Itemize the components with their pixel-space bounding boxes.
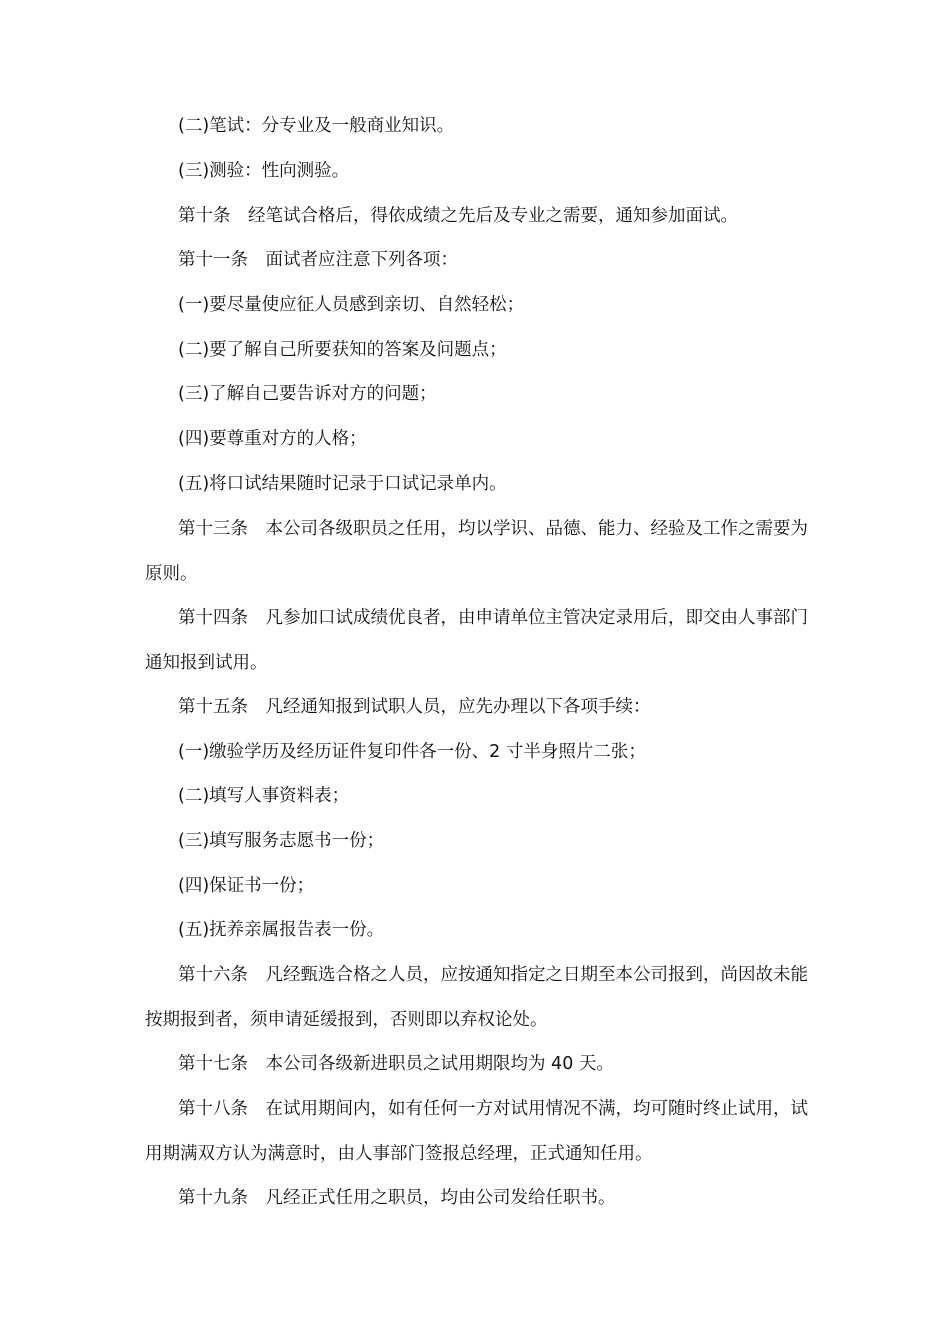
paragraph-article-15: 第十五条 凡经通知报到试职人员，应先办理以下各项手续：: [178, 697, 651, 717]
paragraph-procedure-5: (五)抚养亲属报告表一份。: [178, 920, 385, 940]
paragraph-item-4: (四)要尊重对方的人格；: [178, 429, 367, 449]
paragraph-article-16: 第十六条 凡经甄选合格之人员，应按通知指定之日期至本公司报到，尚因故未能按期报到者，须申请延缓报到，否则即以弃权论处。: [145, 965, 808, 1030]
paragraph-procedure-3: (三)填写服务志愿书一份；: [178, 831, 385, 851]
paragraph-aptitude-test: (三)测验：性向测验。: [178, 161, 350, 181]
paragraph-article-17: 第十七条 本公司各级新进职员之试用期限均为 40 天。: [178, 1054, 614, 1074]
paragraph-article-18: 第十八条 在试用期间内，如有任何一方对试用情况不满，均可随时终止试用，试用期满双方认为满意时，由人事部门签报总经理，正式通知任用。: [145, 1099, 808, 1164]
paragraph-article-13: 第十三条 本公司各级职员之任用，均以学识、品德、能力、经验及工作之需要为原则。: [145, 519, 808, 584]
paragraph-procedure-1: (一)缴验学历及经历证件复印件各一份、2 寸半身照片二张；: [178, 742, 646, 762]
paragraph-item-5: (五)将口试结果随时记录于口试记录单内。: [178, 474, 507, 494]
paragraph-item-1: (一)要尽量使应征人员感到亲切、自然轻松；: [178, 295, 525, 315]
paragraph-written-test: (二)笔试：分专业及一般商业知识。: [178, 116, 455, 136]
paragraph-procedure-4: (四)保证书一份；: [178, 876, 315, 896]
paragraph-article-10: 第十条 经笔试合格后，得依成绩之先后及专业之需要，通知参加面试。: [178, 206, 738, 226]
paragraph-item-2: (二)要了解自己所要获知的答案及问题点；: [178, 340, 507, 360]
paragraph-article-11: 第十一条 面试者应注意下列各项：: [178, 250, 458, 270]
paragraph-procedure-2: (二)填写人事资料表；: [178, 786, 350, 806]
paragraph-article-19: 第十九条 凡经正式任用之职员，均由公司发给任职书。: [178, 1188, 616, 1208]
paragraph-article-14: 第十四条 凡参加口试成绩优良者，由申请单位主管决定录用后，即交由人事部门通知报到试用。: [145, 608, 808, 673]
paragraph-item-3: (三)了解自己要告诉对方的问题；: [178, 384, 437, 404]
